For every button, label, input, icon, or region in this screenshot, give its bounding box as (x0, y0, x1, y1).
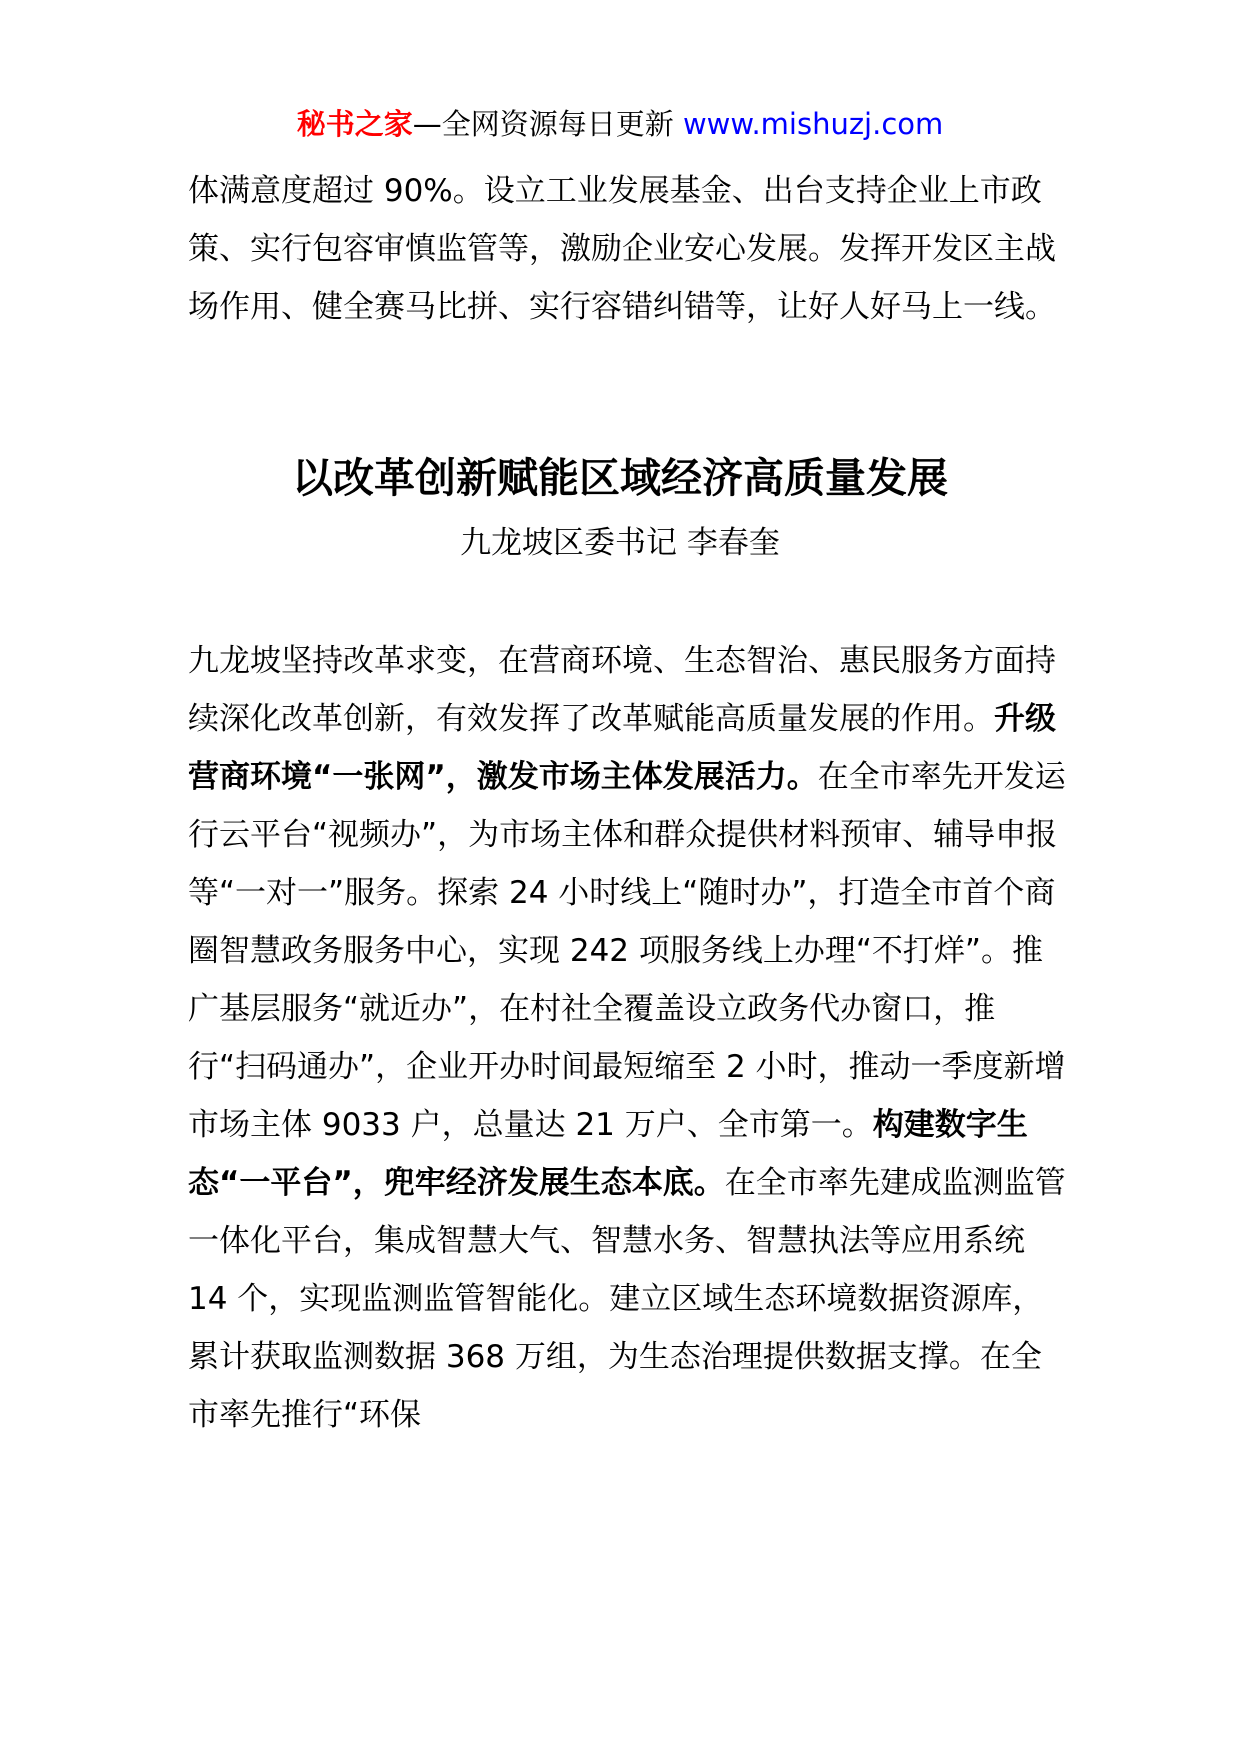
body-text-1: 九龙坡坚持改革求变，在营商环境、生态智治、惠民服务方面持续深化改革创新，有效发挥了改革赋能高质量发展的作用。 (188, 643, 1056, 737)
body-text-3: 在全市率先建成监测监管一体化平台，集成智慧大气、智慧水务、智慧执法等应用系统 14 个，实现监测监管智能化。建立区域生态环境数据资源库，累计获取监测数据 368 万组，为生态治理提供数据支撑。在全市率先推行“环保 (188, 1165, 1066, 1433)
bold-heading-2: 构建数字生态“一平台”，兜牢经济发展生态本底。 (188, 1107, 1028, 1201)
article-byline: 九龙坡区委书记 李春奎 (460, 525, 780, 561)
site-url-link[interactable]: www.mishuzj.com (682, 107, 944, 141)
article-paragraph (188, 632, 1068, 1444)
page-header (0, 104, 1240, 144)
intro-paragraph: 体满意度超过 90%。设立工业发展基金、出台支持企业上市政策、实行包容审慎监管等，激励企业安心发展。发挥开发区主战场作用、健全赛马比拼、实行容错纠错等，让好人好马上一线。 (188, 173, 1056, 325)
site-brand: 秘书之家 (296, 107, 413, 141)
article-title: 以改革创新赋能区域经济高质量发展 (292, 454, 948, 502)
bold-heading-1: 升级营商环境“一张网”，激发市场主体发展活力。 (188, 701, 1056, 795)
body-text-2: 在全市率先开发运行云平台“视频办”，为市场主体和群众提供材料预审、辅导申报等“一对一”服务。探索 24 小时线上“随时办”，打造全市首个商圈智慧政务服务中心，实现 242 项服务线上办理“不打烊”。推广基层服务“就近办”，在村社全覆盖设立政务代办窗口，推行“扫码通办”，企业开办时间最短缩至 2 小时，推动一季度新增市场主体 9033 户，总量达 21 万户、全市第一。 (188, 759, 1066, 1143)
intro-paragraph-block (188, 162, 1068, 336)
article-body (188, 632, 1068, 1444)
site-tagline: —全网资源每日更新 (412, 107, 683, 141)
